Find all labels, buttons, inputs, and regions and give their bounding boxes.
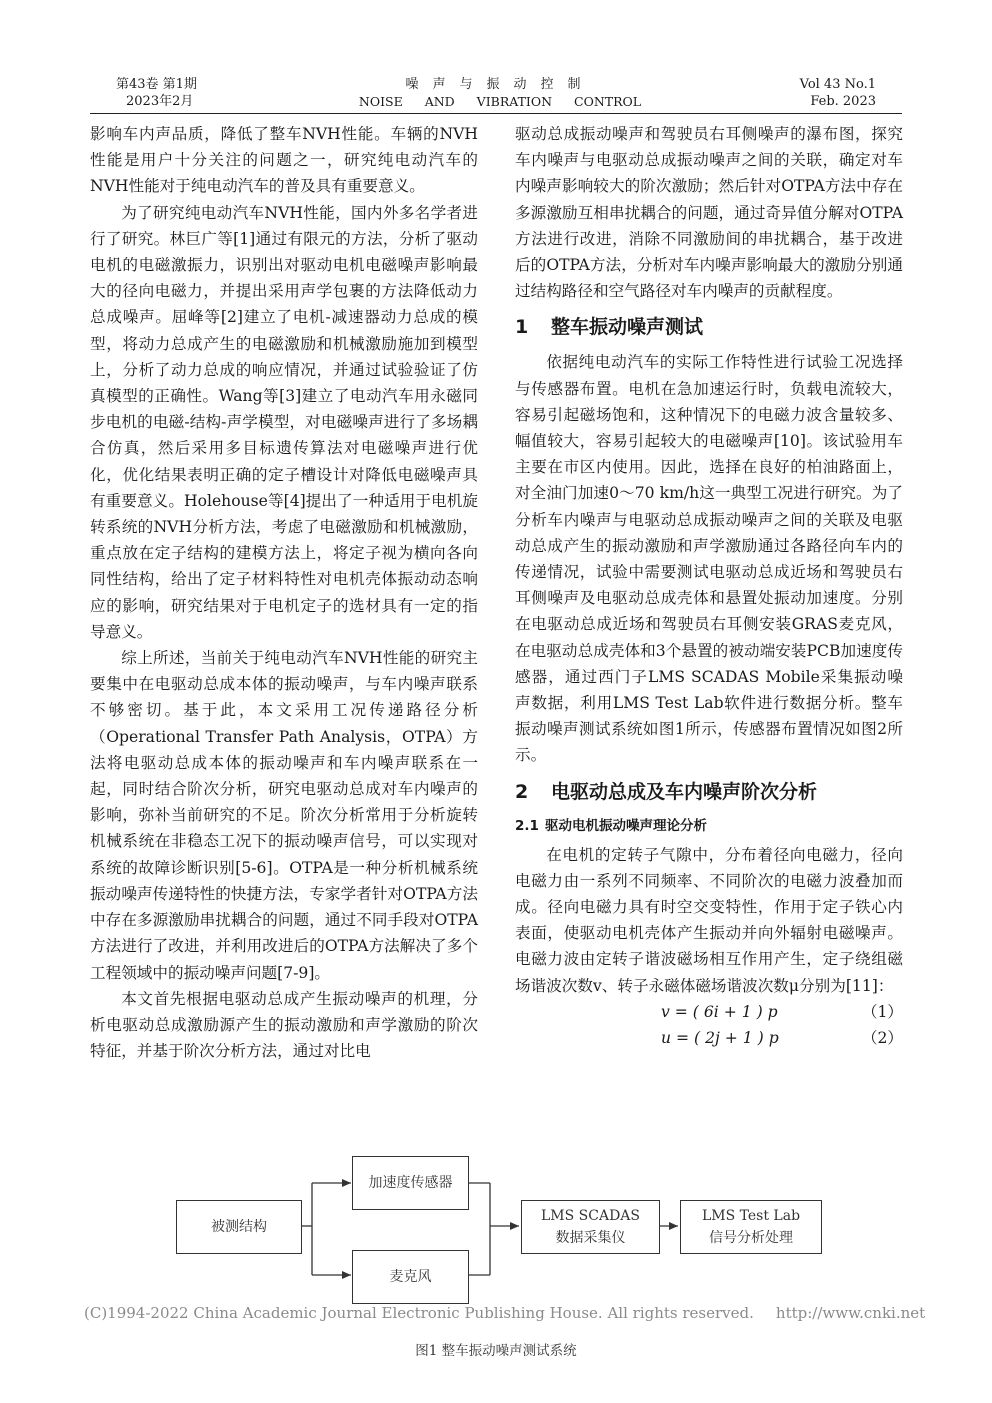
paragraph: 综上所述，当前关于纯电动汽车NVH性能的研究主要集中在电驱动总成本体的振动噪声，与车内噪声联系不够密切。基于此，本文采用工况传递路径分析（Operational Transfer Path Analysis，OTPA）方法将电驱动总成本体的振动噪声和车内噪声联系在一起，同时结合阶次分析，研究电驱动总成对车内噪声的影响，弥补当前研究的不足。阶次分析常用于分析旋转机械系统在非稳态工况下的振动噪声信号，可以实现对系统的故障诊断识别[5-6]。OTPA是一种分析机械系统振动噪声传递特性的快捷方法，专家学者针对OTPA方法中存在多源激励串扰耦合的问题，通过不同手段对OTPA方法进行了改进，并利用改进后的OTPA方法解决了多个工程领域中的振动噪声问题[7-9]。: [90, 649, 478, 982]
subsection-title: 驱动电机振动噪声理论分析: [545, 817, 707, 834]
section-heading-2: [515, 779, 903, 805]
paragraph: 本文首先根据电驱动总成产生振动噪声的机理，分析电驱动总成激励源产生的振动激励和声学激励的阶次特征，并基于阶次分析方法，通过对比电: [90, 989, 478, 1061]
equation-expression: u = ( 2j + 1 ) p: [661, 1028, 779, 1047]
subsection-number: 2.1: [515, 817, 539, 834]
volume-issue-en: Vol 43 No.1: [799, 77, 876, 92]
box-lms-scadas: [521, 1200, 660, 1254]
box-label: 被测结构: [211, 1219, 267, 1235]
equation-number: （2）: [861, 1028, 903, 1047]
equation-2: [515, 1025, 903, 1051]
header-rule: [90, 113, 902, 114]
box-lms-test-lab: [680, 1200, 822, 1254]
journal-title-en: NOISE AND VIBRATION CONTROL: [358, 94, 642, 109]
box-label: 加速度传感器: [368, 1175, 453, 1191]
section-number: 2: [515, 780, 529, 803]
figure-1-caption: 图1 整车振动噪声测试系统: [415, 1343, 577, 1359]
paragraph: 依据纯电动汽车的实际工作特性进行试验工况选择与传感器布置。电机在急加速运行时，负载电流较大，容易引起磁场饱和，这种情况下的电磁力波含量较多、幅值较大，容易引起较大的电磁噪声[10]。该试验用车主要在市区内使用。因此，选择在良好的柏油路面上，对全油门加速0～70 km/h这一典型工况进行研究。为了分析车内噪声与电驱动总成振动噪声之间的关联及电驱动总成产生的振动激励和声学激励通过各路径向车内的传递情况，试验中需要测试电驱动总成近场和驾驶员右耳侧噪声及电驱动总成壳体和悬置处振动加速度。分别在电驱动总成近场和驾驶员右耳侧安装GRAS麦克风，在电驱动总成壳体和3个悬置的被动端安装PCB加速度传感器，通过西门子LMS SCADAS Mobile采集振动噪声数据，利用LMS Test Lab软件进行数据分析。整车振动噪声测试系统如图1所示，传感器布置情况如图2所示。: [515, 353, 903, 765]
copyright-text: (C)1994-2022 China Academic Journal Electronic Publishing House. All rights reserved.: [84, 1304, 754, 1322]
subsection-heading-2-1: [515, 814, 903, 838]
box-label-line1: LMS SCADAS: [540, 1208, 640, 1224]
equation-1: [515, 999, 903, 1025]
box-label-line2: 数据采集仪: [555, 1230, 626, 1246]
section-title: 整车振动噪声测试: [551, 316, 704, 339]
equation-expression: v = ( 6i + 1 ) p: [661, 1002, 778, 1021]
box-accelerometer: [352, 1156, 469, 1210]
box-label: 麦克风: [389, 1269, 432, 1285]
cnki-url: http://www.cnki.net: [775, 1304, 926, 1322]
journal-title-cn: 噪声与振动控制: [405, 77, 595, 92]
paragraph: 为了研究纯电动汽车NVH性能，国内外多名学者进行了研究。林巨广等[1]通过有限元的方法，分析了驱动电机的电磁激振力，识别出对驱动电机电磁噪声影响最大的径向电磁力，并提出采用声学包裹的方法降低动力总成噪声。屈峰等[2]建立了电机-减速器动力总成的模型，将动力总成产生的电磁激励和机械激励施加到模型上，分析了动力总成的响应情况，并通过试验验证了仿真模型的正确性。Wang等[3]建立了电动汽车用永磁同步电机的电磁-结构-声学模型，对电磁噪声进行了多场耦合仿真，然后采用多目标遗传算法对电磁噪声进行优化，优化结果表明正确的定子槽设计对降低电磁噪声具有重要意义。Holehouse等[4]提出了一种适用于电机旋转系统的NVH分析方法，考虑了电磁激励和机械激励，重点放在定子结构的建模方法上，将定子视为横向各向同性结构，给出了定子材料特性对电机壳体振动动态响应的影响，研究结果对于电机定子的选材具有一定的指导意义。: [90, 203, 478, 641]
section-heading-1: [515, 314, 903, 340]
left-column: [90, 121, 478, 1064]
running-header-right: [800, 76, 876, 110]
date-en: Feb. 2023: [810, 94, 876, 109]
box-microphone: [352, 1250, 469, 1304]
section-number: 1: [515, 316, 529, 339]
copyright-watermark: [84, 1304, 925, 1322]
right-column: [515, 121, 903, 1051]
volume-issue-cn: 第43卷 第1期: [116, 77, 197, 92]
equation-number: （1）: [861, 1002, 903, 1021]
box-label-line2: 信号分析处理: [709, 1230, 793, 1246]
paragraph: 驱动总成振动噪声和驾驶员右耳侧噪声的瀑布图，探究车内噪声与电驱动总成振动噪声之间的关联，确定对车内噪声影响较大的阶次激励；然后针对OTPA方法中存在多源激励互相串扰耦合的问题，通过奇异值分解对OTPA方法进行改进，消除不同激励间的串扰耦合，基于改进后的OTPA方法，分析对车内噪声影响最大的激励分别通过结构路径和空气路径对车内噪声的贡献程度。: [515, 125, 903, 301]
date-cn: 2023年2月: [126, 94, 194, 109]
running-header-left: [116, 76, 197, 110]
running-header-center: [340, 76, 660, 110]
section-title: 电驱动总成及车内噪声阶次分析: [551, 780, 818, 803]
paragraph: 影响车内声品质，降低了整车NVH性能。车辆的NVH性能是用户十分关注的问题之一，研究纯电动汽车的NVH性能对于纯电动汽车的普及具有重要意义。: [90, 125, 478, 196]
box-label-line1: LMS Test Lab: [701, 1208, 801, 1224]
box-tested-structure: [176, 1200, 302, 1254]
paragraph: 在电机的定转子气隙中，分布着径向电磁力，径向电磁力由一系列不同频率、不同阶次的电磁力波叠加而成。径向电磁力具有时空交变特性，作用于定子铁心内表面，使驱动电机壳体产生振动并向外辐射电磁噪声。电磁力波由定转子谐波磁场相互作用产生，定子绕组磁场谐波次数v、转子永磁体磁场谐波次数μ分别为[11]：: [515, 845, 903, 995]
